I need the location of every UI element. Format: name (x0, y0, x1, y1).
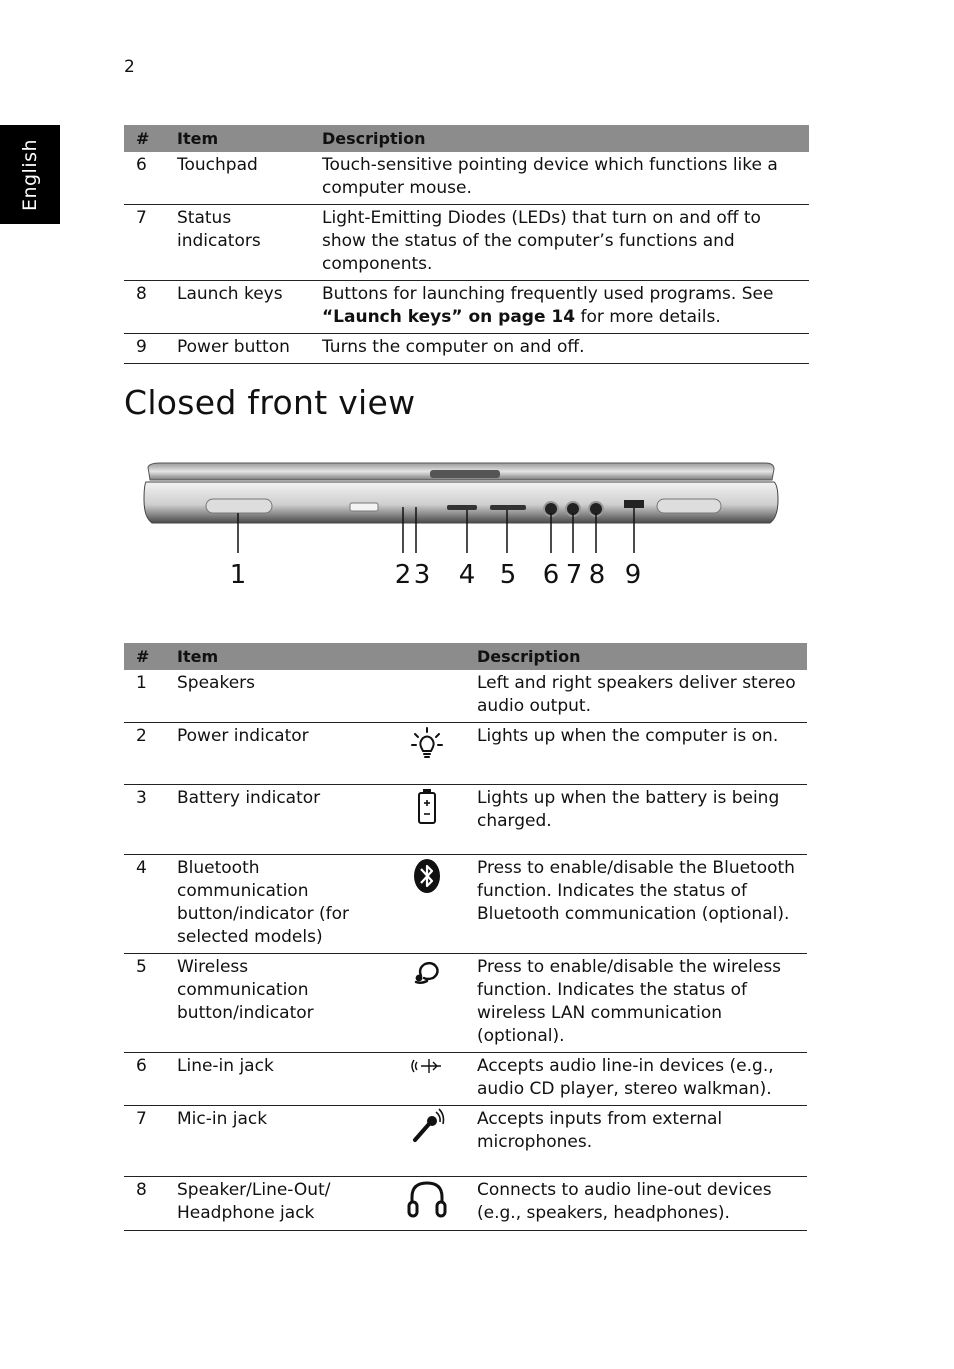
row-description: Connects to audio line-out devices (e.g., speakers, headphones). (465, 1177, 807, 1231)
row-description: Touch-sensitive pointing device which functions like a computer mouse. (310, 152, 809, 205)
row-description: Lights up when the battery is being charged. (465, 785, 807, 855)
row-description: Press to enable/disable the Bluetooth function. Indicates the status of Bluetooth communication (optional). (465, 855, 807, 954)
row-description (310, 281, 809, 334)
callout-6: 6 (542, 560, 560, 590)
row-description: Turns the computer on and off. (310, 334, 809, 364)
row-num: 6 (124, 1053, 165, 1106)
row-num: 9 (124, 334, 165, 364)
table-row (124, 670, 807, 723)
row-item: Power indicator (165, 723, 385, 785)
header-icon (385, 643, 465, 670)
table-row (124, 334, 809, 364)
callout-8: 8 (588, 560, 606, 590)
table-row (124, 855, 807, 954)
header-num: # (124, 125, 165, 152)
description-text: for more details. (575, 307, 721, 327)
row-item: Mic-in jack (165, 1106, 385, 1177)
line-in-icon (407, 1055, 447, 1077)
row-num: 8 (124, 1177, 165, 1231)
row-icon (385, 855, 465, 954)
row-item: Battery indicator (165, 785, 385, 855)
callout-5: 5 (499, 560, 517, 590)
row-icon (385, 785, 465, 855)
callout-9: 9 (624, 560, 642, 590)
row-icon (385, 1053, 465, 1106)
callout-4: 4 (458, 560, 476, 590)
wireless-icon (411, 956, 443, 988)
row-item: Touchpad (165, 152, 310, 205)
header-description: Description (465, 643, 807, 670)
row-item: Bluetooth communication button/indicator (for selected models) (165, 855, 385, 954)
row-num: 1 (124, 670, 165, 723)
callout-2: 2 (394, 560, 412, 590)
row-icon (385, 670, 465, 723)
table-row (124, 1053, 807, 1106)
battery-icon (415, 787, 439, 827)
row-item: Speakers (165, 670, 385, 723)
page-number: 2 (124, 57, 135, 77)
table-row (124, 205, 809, 281)
description-text: Buttons for launching frequently used programs. See (322, 284, 774, 304)
microphone-icon (409, 1108, 445, 1146)
row-description: Lights up when the computer is on. (465, 723, 807, 785)
row-num: 2 (124, 723, 165, 785)
section-title: Closed front view (124, 383, 416, 422)
row-num: 4 (124, 855, 165, 954)
callout-1: 1 (229, 560, 247, 590)
row-icon (385, 954, 465, 1053)
row-num: 3 (124, 785, 165, 855)
page-reference-link[interactable]: “Launch keys” on page 14 (322, 307, 576, 327)
row-icon (385, 1177, 465, 1231)
header-item: Item (165, 643, 385, 670)
row-num: 6 (124, 152, 165, 205)
row-description: Light-Emitting Diodes (LEDs) that turn on and off to show the status of the computer’s functions and components. (310, 205, 809, 281)
header-description: Description (310, 125, 809, 152)
row-description: Accepts inputs from external microphones. (465, 1106, 807, 1177)
headphone-icon (407, 1179, 447, 1219)
row-item: Status indicators (165, 205, 310, 281)
top-spec-table (124, 125, 809, 364)
table-row (124, 1106, 807, 1177)
row-num: 7 (124, 1106, 165, 1177)
table-row (124, 281, 809, 334)
row-num: 7 (124, 205, 165, 281)
table-row (124, 723, 807, 785)
laptop-body (144, 463, 778, 523)
row-num: 8 (124, 281, 165, 334)
language-tab-label: English (19, 138, 42, 211)
front-view-spec-table (124, 643, 807, 1231)
row-item: Wireless communication button/indicator (165, 954, 385, 1053)
table-row (124, 954, 807, 1053)
row-icon (385, 723, 465, 785)
header-num: # (124, 643, 165, 670)
table-row (124, 1177, 807, 1231)
bluetooth-icon (412, 857, 442, 895)
row-item: Launch keys (165, 281, 310, 334)
row-description: Accepts audio line-in devices (e.g., audio CD player, stereo walkman). (465, 1053, 807, 1106)
row-num: 5 (124, 954, 165, 1053)
row-item: Line-in jack (165, 1053, 385, 1106)
language-tab (0, 125, 60, 224)
row-item: Speaker/Line-Out/ Headphone jack (165, 1177, 385, 1231)
table-header-row (124, 125, 809, 152)
power-indicator-icon (409, 725, 445, 765)
table-row (124, 152, 809, 205)
row-description: Press to enable/disable the wireless function. Indicates the status of wireless LAN communication (optional). (465, 954, 807, 1053)
table-row (124, 785, 807, 855)
header-item: Item (165, 125, 310, 152)
row-item: Power button (165, 334, 310, 364)
laptop-front-figure (140, 455, 785, 595)
callout-7: 7 (565, 560, 583, 590)
callout-3: 3 (413, 560, 431, 590)
row-description: Left and right speakers deliver stereo audio output. (465, 670, 807, 723)
row-icon (385, 1106, 465, 1177)
table-header-row (124, 643, 807, 670)
